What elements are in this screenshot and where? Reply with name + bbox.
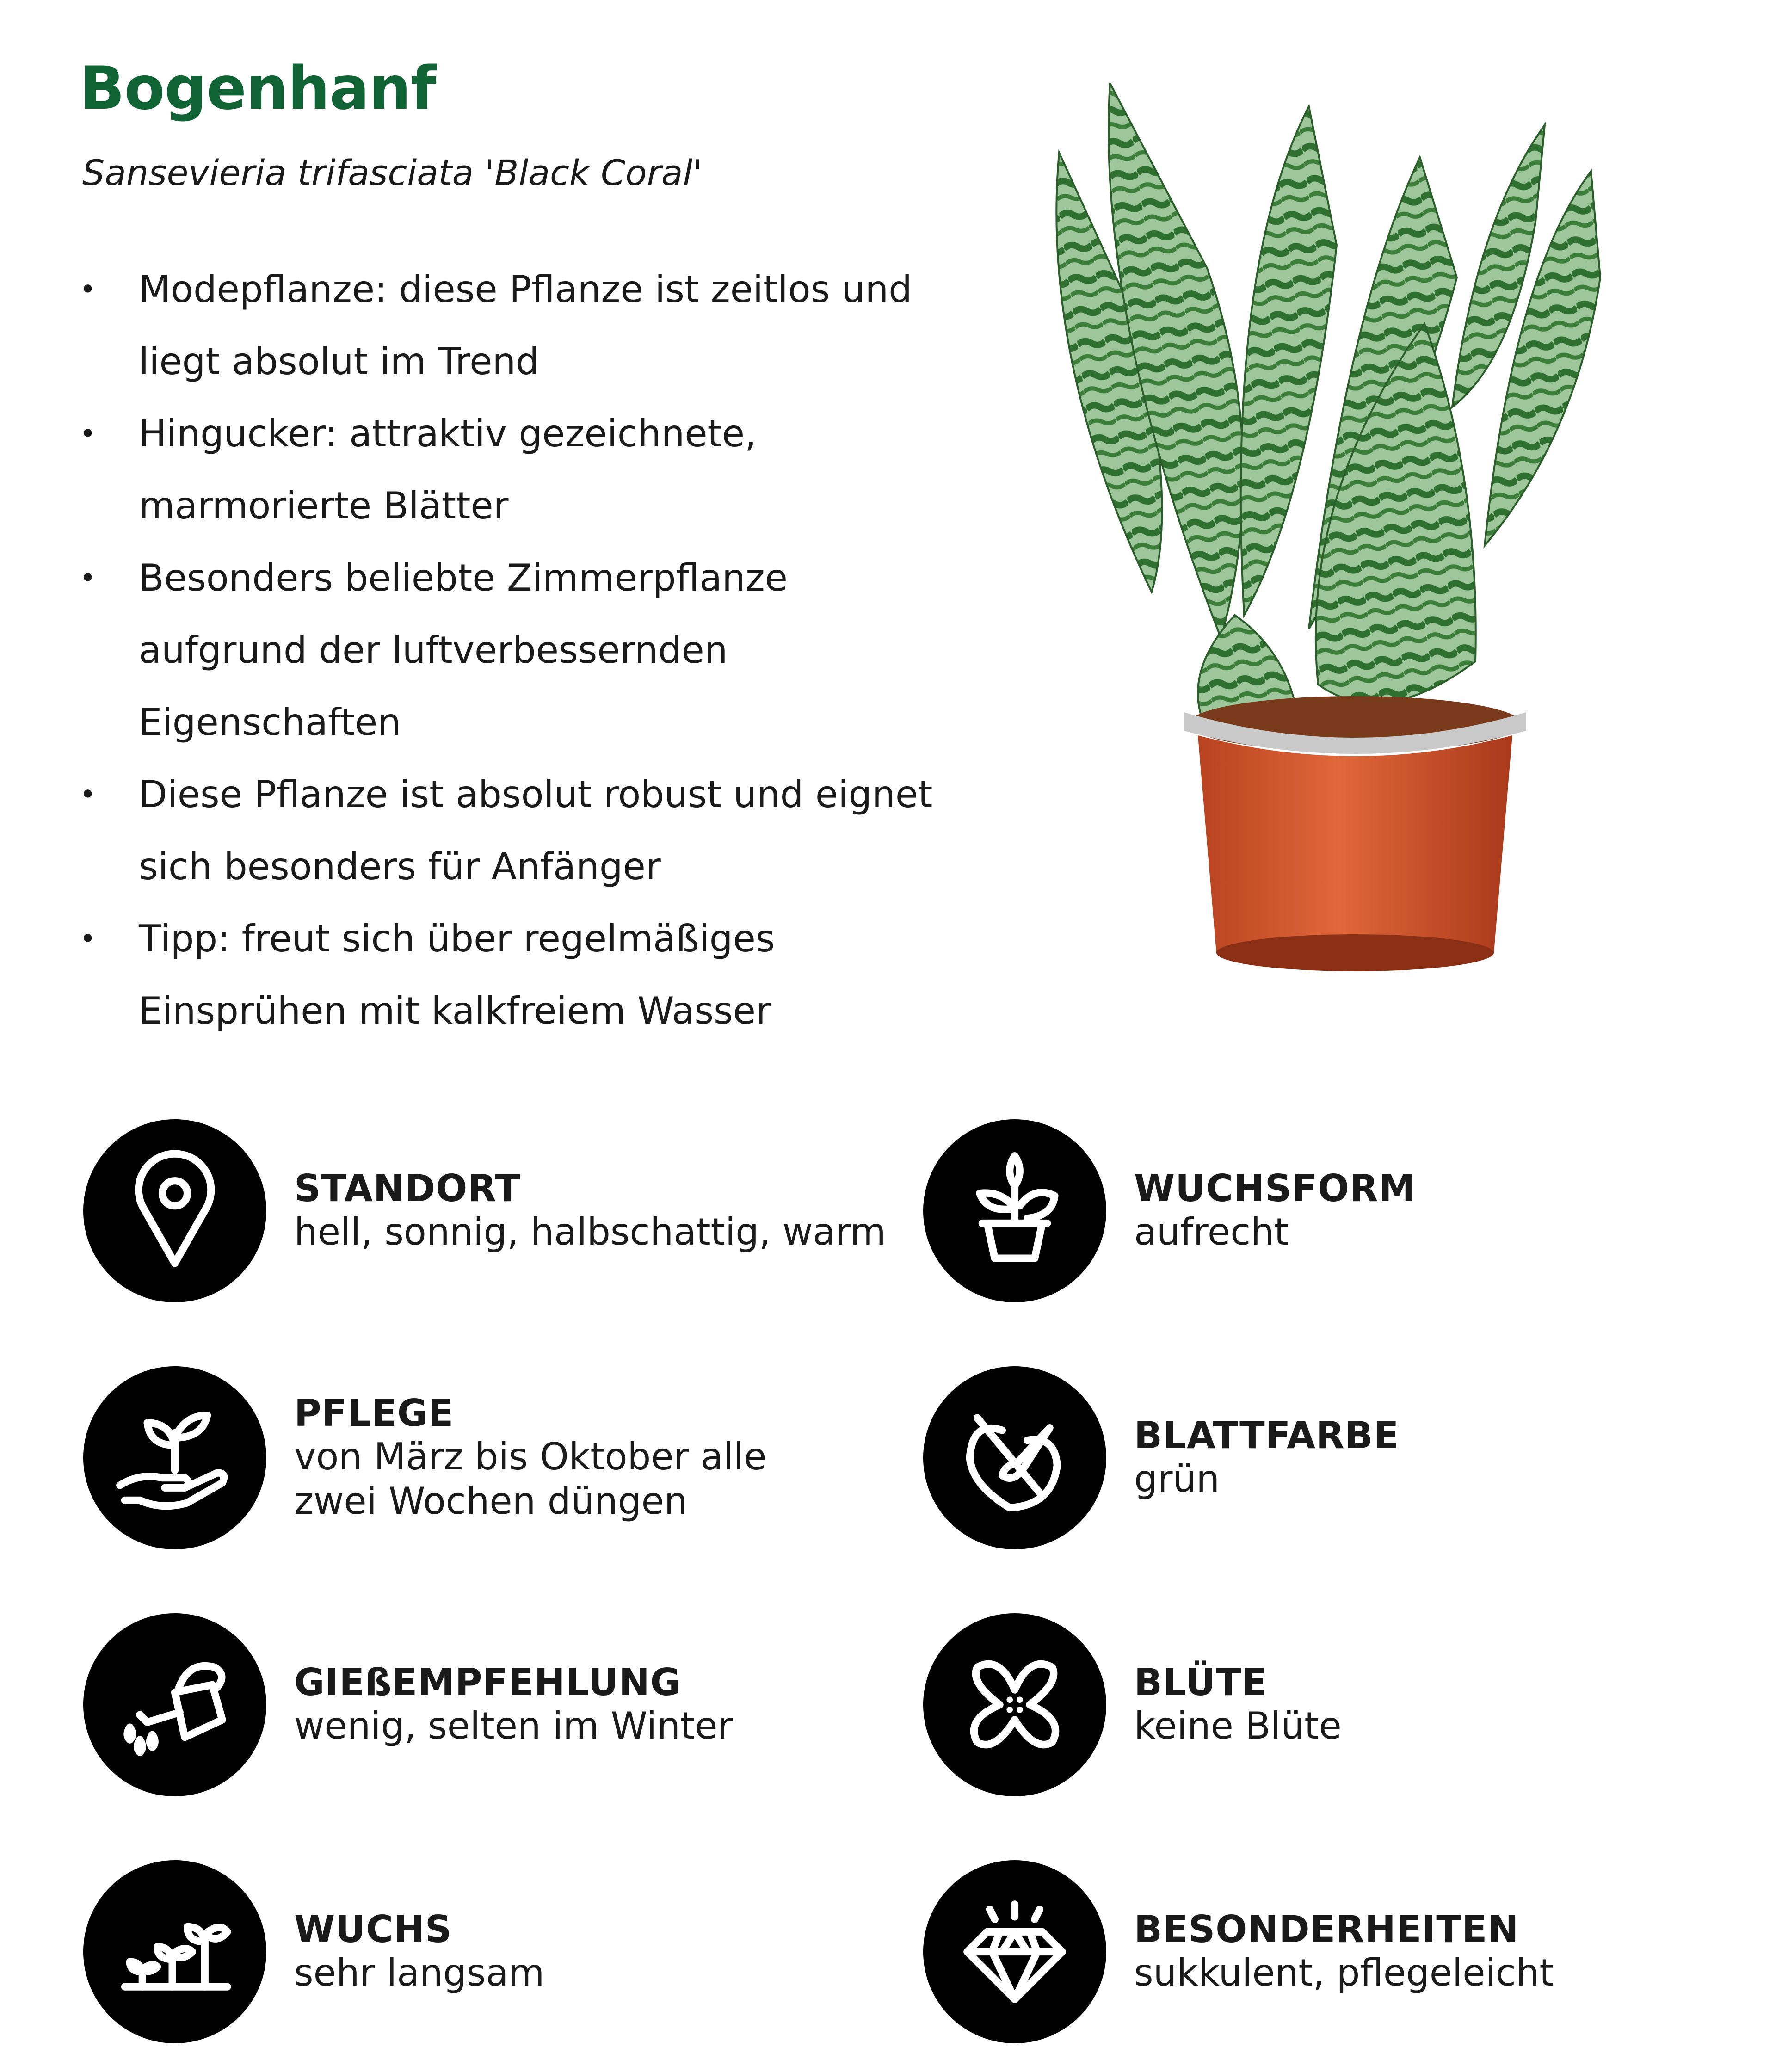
feature-giessen	[83, 1613, 733, 1796]
list-item-text: Tipp: freut sich über regelmäßiges Einsprühen mit kalkfreiem Wasser	[139, 917, 775, 1032]
bullet-icon: •	[80, 778, 96, 811]
feature-value: grün	[1134, 1457, 1220, 1500]
location-pin-icon	[112, 1148, 237, 1273]
list-item-text: Besonders beliebte Zimmerpflanze aufgrund der luftverbessernden Eigenschaften	[139, 556, 788, 744]
feature-label: BLÜTE	[1134, 1661, 1268, 1704]
feature-label: STANDORT	[294, 1167, 521, 1210]
watering-can-icon	[112, 1642, 237, 1767]
feature-value: keine Blüte	[1134, 1704, 1342, 1747]
feature-label: BESONDERHEITEN	[1134, 1908, 1519, 1951]
flower-icon	[952, 1642, 1077, 1767]
feature-value: hell, sonnig, halbschattig, warm	[294, 1210, 886, 1253]
feature-value: von März bis Oktober alle zwei Wochen düngen	[294, 1435, 767, 1523]
bullet-icon: •	[80, 418, 96, 450]
flower-pot	[1198, 735, 1512, 964]
diamond-icon	[952, 1889, 1077, 2014]
feature-value: aufrecht	[1134, 1210, 1289, 1253]
feature-standort	[83, 1119, 886, 1302]
feature-bluete	[923, 1613, 1342, 1796]
feature-label: WUCHS	[294, 1908, 452, 1951]
list-item-text: Modepflanze: diese Pflanze ist zeitlos und liegt absolut im Trend	[139, 268, 912, 383]
list-item-text: Hingucker: attraktiv gezeichnete, marmorierte Blätter	[139, 412, 757, 527]
feature-label: GIEßEMPFEHLUNG	[294, 1661, 681, 1704]
product-image	[1013, 83, 1633, 990]
botanical-name: Sansevieria trifasciata 'Black Coral'	[82, 152, 703, 193]
feature-value: sehr langsam	[294, 1951, 545, 1994]
bullet-icon: •	[80, 562, 96, 594]
leaf-brush-icon	[952, 1395, 1077, 1520]
hand-seedling-icon	[112, 1395, 237, 1520]
feature-value: wenig, selten im Winter	[294, 1704, 733, 1747]
growth-sprouts-icon	[112, 1889, 237, 2014]
bullet-icon: •	[80, 923, 96, 955]
feature-label: WUCHSFORM	[1134, 1167, 1416, 1210]
potted-plant-icon	[952, 1148, 1077, 1273]
feature-list	[74, 253, 934, 1047]
list-item	[74, 542, 934, 758]
feature-besonderheiten	[923, 1860, 1554, 2043]
feature-label: PFLEGE	[294, 1392, 454, 1435]
page-title: Bogenhanf	[80, 54, 436, 123]
list-item	[74, 758, 934, 903]
leaf-group	[1056, 83, 1600, 733]
feature-blattfarbe	[923, 1366, 1399, 1549]
feature-value: sukkulent, pflegeleicht	[1134, 1951, 1554, 1994]
list-item-text: Diese Pflanze ist absolut robust und eignet sich besonders für Anfänger	[139, 773, 933, 888]
feature-wuchsform	[923, 1119, 1416, 1302]
feature-wuchs	[83, 1860, 544, 2043]
list-item	[74, 253, 934, 398]
bullet-icon: •	[80, 273, 96, 306]
list-item	[74, 903, 934, 1047]
feature-pflege	[83, 1366, 849, 1549]
list-item	[74, 398, 934, 542]
feature-label: BLATTFARBE	[1134, 1414, 1400, 1457]
